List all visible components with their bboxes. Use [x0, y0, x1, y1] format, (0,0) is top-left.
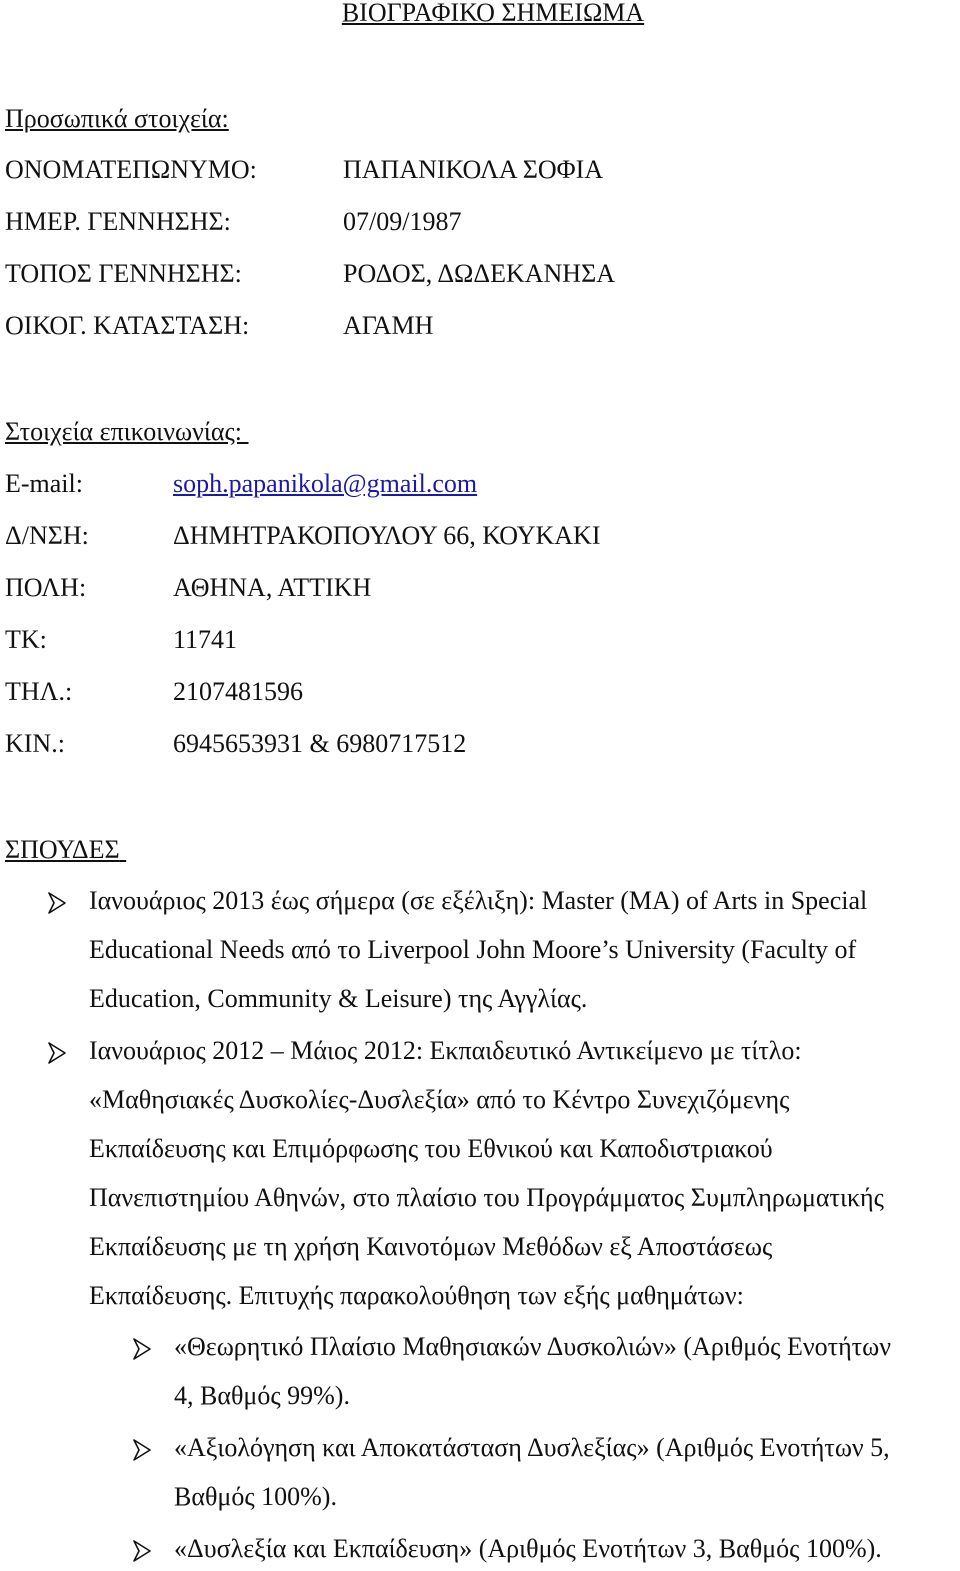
study-2-line-3: Εκπαίδευσης και Επιμόρφωσης του Εθνικού και Καποδιστριακού — [89, 1134, 773, 1163]
course-1-line-2: 4, Βαθμός 99%). — [174, 1381, 350, 1410]
arrow-bullet-icon — [133, 1439, 151, 1461]
course-2-line-2: Βαθμός 100%). — [174, 1482, 337, 1511]
value-city: ΑΘΗΝΑ, ΑΤΤΙΚΗ — [173, 573, 372, 602]
value-birthdate: 07/09/1987 — [343, 207, 462, 236]
document-title: ΒΙΟΓΡΑΦΙΚΟ ΣΗΜΕΙΩΜΑ — [341, 0, 645, 27]
study-1-line-3: Education, Community & Leisure) της Αγγλίας. — [89, 984, 588, 1013]
study-2-line-4: Πανεπιστημίου Αθηνών, στο πλαίσιο του Προγράμματος Συμπληρωματικής — [89, 1183, 884, 1212]
label-fullname: ΟΝΟΜΑΤΕΠΩΝΥΜΟ: — [5, 155, 257, 184]
study-1-line-2: Educational Needs από το Liverpool John Moore’s University (Faculty of — [89, 935, 857, 964]
label-birthplace: ΤΟΠΟΣ ΓΕΝΝΗΣΗΣ: — [5, 259, 242, 288]
studies-heading-text: ΣΠΟΥΔΕΣ — [5, 835, 120, 864]
contact-heading-text: Στοιχεία επικοινωνίας: — [5, 417, 243, 446]
study-2-line-1: Ιανουάριος 2012 – Μάιος 2012: Εκπαιδευτικό Αντικείμενο με τίτλο: — [89, 1036, 802, 1065]
study-2-line-6: Εκπαίδευσης. Επιτυχής παρακολούθηση των εξής μαθημάτων: — [89, 1281, 744, 1310]
contact-heading — [5, 415, 249, 449]
arrow-bullet-icon — [133, 1540, 151, 1562]
arrow-bullet-icon — [48, 1042, 66, 1064]
label-birthdate: ΗΜΕΡ. ΓΕΝΝΗΣΗΣ: — [5, 207, 231, 236]
course-2-line-1: «Αξιολόγηση και Αποκατάσταση Δυσλεξίας» (Αριθμός Ενοτήτων 5, — [174, 1433, 890, 1462]
value-birthplace: ΡΟΔΟΣ, ΔΩΔΕΚΑΝΗΣΑ — [343, 259, 615, 288]
label-email: E-mail: — [5, 469, 83, 498]
label-mobile: ΚΙΝ.: — [5, 729, 65, 758]
value-postcode: 11741 — [173, 625, 238, 654]
label-phone: ΤΗΛ.: — [5, 677, 73, 706]
label-postcode: ΤΚ: — [5, 625, 47, 654]
value-fullname: ΠΑΠΑΝΙΚΟΛΑ ΣΟΦΙΑ — [343, 155, 604, 184]
course-1-line-1: «Θεωρητικό Πλαίσιο Μαθησιακών Δυσκολιών» (Αριθμός Ενοτήτων — [174, 1332, 891, 1361]
label-address: Δ/ΝΣΗ: — [5, 521, 89, 550]
label-marital-status: ΟΙΚΟΓ. ΚΑΤΑΣΤΑΣΗ: — [5, 311, 250, 340]
studies-heading — [5, 833, 126, 867]
arrow-bullet-icon — [133, 1338, 151, 1360]
value-mobile: 6945653931 & 6980717512 — [173, 729, 467, 758]
email-link[interactable]: soph.papanikola@gmail.com — [173, 469, 478, 498]
study-2-line-2: «Μαθησιακές Δυσκολίες-Δυσλεξία» από το Κέντρο Συνεχιζόμενης — [89, 1085, 790, 1114]
study-2-line-5: Εκπαίδευσης με τη χρήση Καινοτόμων Μεθόδων εξ Αποστάσεως — [89, 1232, 773, 1261]
value-phone: 2107481596 — [173, 677, 303, 706]
arrow-bullet-icon — [48, 892, 66, 914]
study-1-line-1: Ιανουάριος 2013 έως σήμερα (σε εξέλιξη): Master (MA) of Arts in Special — [89, 886, 868, 915]
personal-heading: Προσωπικά στοιχεία: — [5, 104, 229, 133]
course-3-line-1: «Δυσλεξία και Εκπαίδευση» (Αριθμός Ενοτήτων 3, Βαθμός 100%). — [174, 1534, 882, 1563]
label-city: ΠΟΛΗ: — [5, 573, 87, 602]
value-marital-status: ΑΓΑΜΗ — [343, 311, 434, 340]
value-address: ΔΗΜΗΤΡΑΚΟΠΟΥΛΟΥ 66, ΚΟΥΚΑΚΙ — [173, 521, 601, 550]
